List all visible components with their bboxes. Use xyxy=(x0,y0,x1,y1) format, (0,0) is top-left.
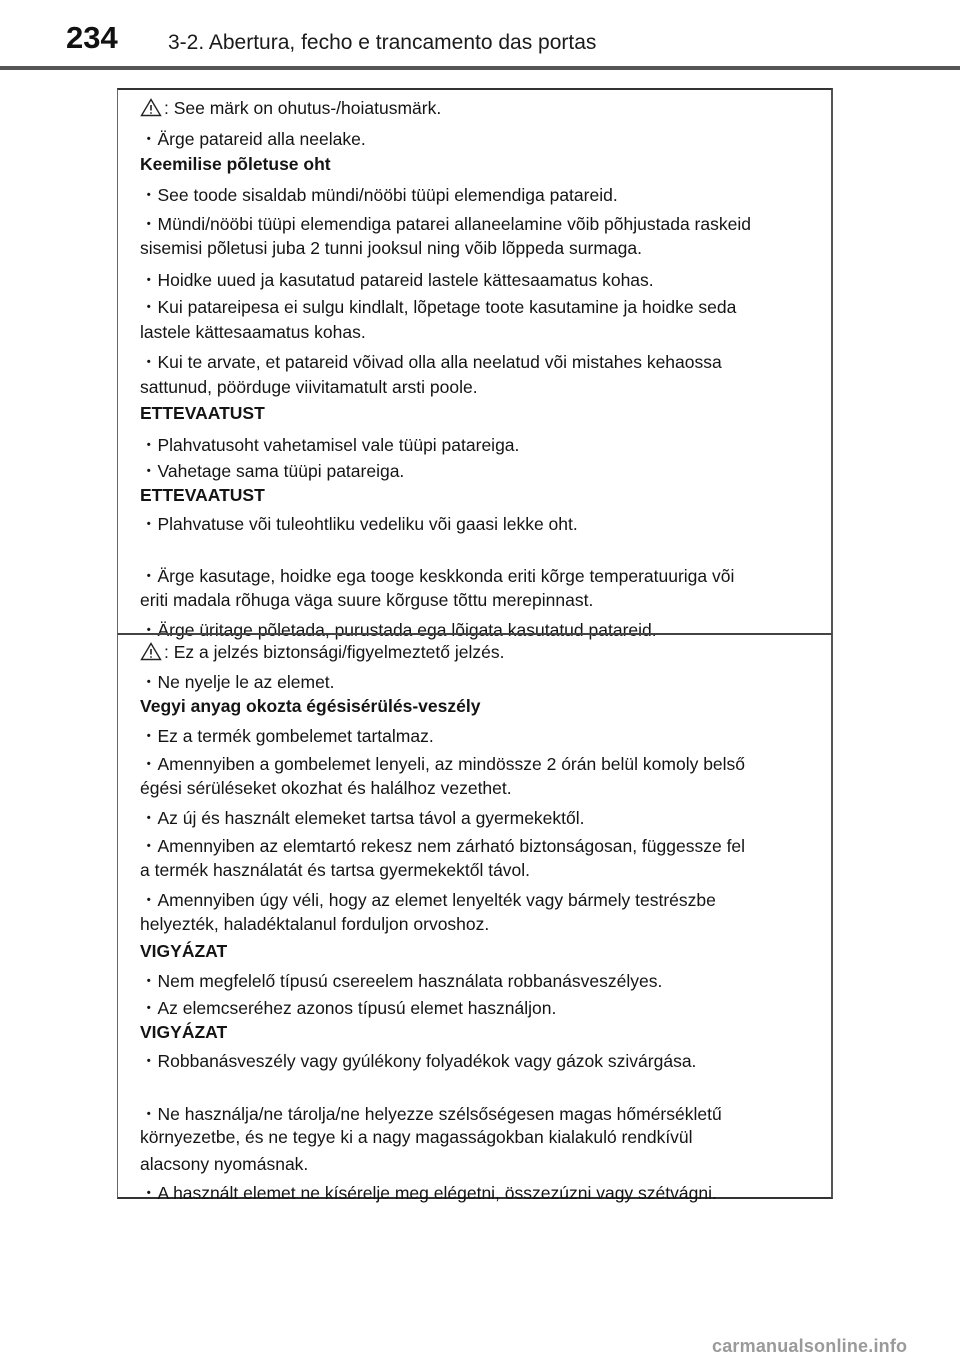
warning-text-line xyxy=(140,349,722,374)
line-text: Keemilise põletuse oht xyxy=(140,154,331,174)
line-text: ・Ne használja/ne tárolja/ne helyezze szélsőségesen magas hőmérsékletű xyxy=(140,1104,722,1124)
watermark: carmanualsonline.info xyxy=(712,1336,908,1356)
warning-text-line xyxy=(140,1180,717,1205)
warning-text-line xyxy=(140,432,519,457)
line-text: ・Amennyiben úgy véli, hogy az elemet lenyelték vagy bármely testrészbe xyxy=(140,890,716,910)
warning-text-line xyxy=(140,294,736,319)
line-text: lastele kättesaamatus kohas. xyxy=(140,322,366,342)
estonian-warning-panel xyxy=(117,88,833,640)
warning-text-line xyxy=(140,1048,696,1073)
line-text: ETTEVAATUST xyxy=(140,403,265,423)
warning-triangle-icon xyxy=(140,642,162,666)
warning-text-line xyxy=(140,778,512,799)
warning-heading xyxy=(140,403,265,424)
line-text: VIGYÁZAT xyxy=(140,1022,228,1042)
warning-text-line xyxy=(140,322,366,343)
line-text: ・Az új és használt elemeket tartsa távol a gyermekektől. xyxy=(140,808,585,828)
line-text: ・Amennyiben a gombelemet lenyeli, az mindössze 2 órán belül komoly belső xyxy=(140,754,746,774)
warning-text-line xyxy=(140,887,716,912)
warning-text-line xyxy=(140,805,585,830)
hungarian-warning-panel xyxy=(117,633,833,1203)
line-text: ・Ez a termék gombelemet tartalmaz. xyxy=(140,726,434,746)
warning-text-line xyxy=(140,669,335,694)
warning-text-line xyxy=(140,751,745,776)
line-text: sattunud, pöörduge viivitamatult arsti poole. xyxy=(140,377,478,397)
line-text: égési sérüléseket okozhat és halálhoz vezethet. xyxy=(140,778,512,798)
line-text: ・Mündi/nööbi tüüpi elemendiga patarei allaneelamine võib põhjustada raskeid xyxy=(140,214,751,234)
line-text: ・A használt elemet ne kísérelje meg elégetni, összezúzni vagy szétvágni. xyxy=(140,1183,717,1203)
line-text: ・See toode sisaldab mündi/nööbi tüüpi elemendiga patareid. xyxy=(140,185,618,205)
line-text: ・Ärge kasutage, hoidke ega tooge keskkonda eriti kõrge temperatuuriga või xyxy=(140,566,735,586)
line-text: ・Plahvatuse või tuleohtliku vedeliku või gaasi lekke oht. xyxy=(140,514,578,534)
warning-text-line xyxy=(140,458,404,483)
warning-text-line xyxy=(140,238,642,259)
line-text: ・Nem megfelelő típusú csereelem használata robbanásveszélyes. xyxy=(140,971,663,991)
page-number: 234 xyxy=(66,20,118,55)
warning-heading xyxy=(140,696,480,717)
line-text: : See märk on ohutus-/hoiatusmärk. xyxy=(164,98,442,118)
line-text: ・Ne nyelje le az elemet. xyxy=(140,672,335,692)
line-text: ・Hoidke uued ja kasutatud patareid lastele kättesaamatus kohas. xyxy=(140,270,654,290)
warning-text-line xyxy=(140,1101,722,1126)
warning-heading xyxy=(140,941,227,962)
line-text: ・Vahetage sama tüüpi patareiga. xyxy=(140,461,405,481)
warning-heading xyxy=(140,485,265,506)
warning-text-line xyxy=(140,267,654,292)
line-text: ・Ärge patareid alla neelake. xyxy=(140,129,366,149)
line-text: helyezték, haladéktalanul forduljon orvoshoz. xyxy=(140,914,490,934)
warning-text-line xyxy=(140,211,751,236)
line-text: ・Ärge üritage põletada, purustada ega lõigata kasutatud patareid. xyxy=(140,620,657,640)
line-text: alacsony nyomásnak. xyxy=(140,1154,309,1174)
line-text: ・Kui te arvate, et patareid võivad olla alla neelatud või mistahes kehaossa xyxy=(140,352,722,372)
page-header xyxy=(0,0,960,70)
warning-text-line xyxy=(140,182,618,207)
line-text: Vegyi anyag okozta égésisérülés-veszély xyxy=(140,696,481,716)
warning-text-line xyxy=(140,590,593,611)
warning-triangle-icon xyxy=(140,98,162,122)
warning-text-line xyxy=(140,1154,308,1175)
line-text: ・Robbanásveszély vagy gyúlékony folyadékok vagy gázok szivárgása. xyxy=(140,1051,697,1071)
line-text: környezetbe, és ne tegye ki a nagy magasságokban kialakuló rendkívül xyxy=(140,1127,693,1147)
line-text: ・Kui patareipesa ei sulgu kindlalt, lõpetage toote kasutamine ja hoidke seda xyxy=(140,297,737,317)
line-text: ・Plahvatusoht vahetamisel vale tüüpi patareiga. xyxy=(140,435,520,455)
warning-heading xyxy=(140,1022,227,1043)
line-text: ETTEVAATUST xyxy=(140,485,265,505)
line-text: sisemisi põletusi juba 2 tunni jooksul ning võib lõppeda surmaga. xyxy=(140,238,642,258)
warning-text-line xyxy=(140,126,366,151)
warning-text-line xyxy=(140,914,489,935)
line-text: ・Amennyiben az elemtartó rekesz nem zárható biztonságosan, függessze fel xyxy=(140,836,746,856)
line-text: ・Az elemcseréhez azonos típusú elemet használjon. xyxy=(140,998,557,1018)
warning-text-line xyxy=(140,860,530,881)
line-text: a termék használatát és tartsa gyermekektől távol. xyxy=(140,860,531,880)
warning-text-line xyxy=(140,833,745,858)
warning-text-line xyxy=(140,723,434,748)
line-text: : Ez a jelzés biztonsági/figyelmeztető jelzés. xyxy=(164,642,505,662)
scanned-warning-label xyxy=(117,83,837,1203)
warning-text-line xyxy=(140,377,478,398)
warning-text-line xyxy=(140,642,504,666)
warning-text-line xyxy=(140,511,578,536)
section-title: 3-2. Abertura, fecho e trancamento das portas xyxy=(168,31,597,54)
warning-text-line xyxy=(140,995,556,1020)
line-text: eriti madala rõhuga väga suure kõrguse tõttu merepinnast. xyxy=(140,590,594,610)
warning-text-line xyxy=(140,1127,693,1148)
warning-heading xyxy=(140,154,331,175)
warning-text-line xyxy=(140,563,734,588)
warning-text-line xyxy=(140,968,662,993)
header-rule xyxy=(0,66,960,70)
warning-text-line xyxy=(140,98,441,122)
line-text: VIGYÁZAT xyxy=(140,941,228,961)
